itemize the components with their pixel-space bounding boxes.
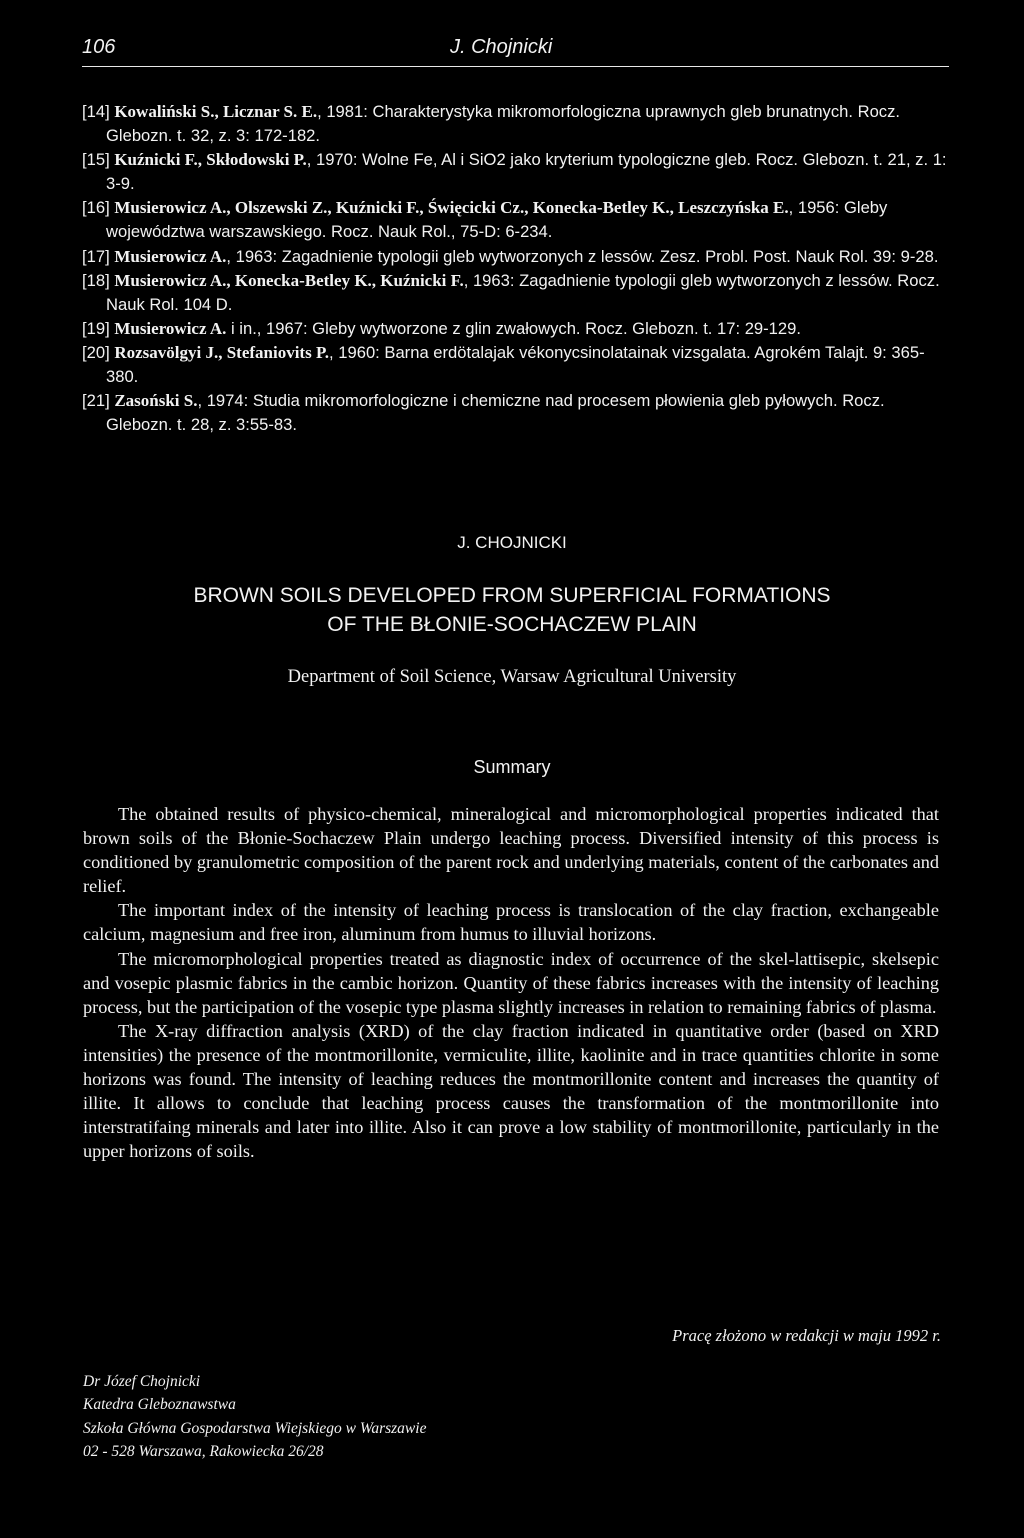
reference-authors: Kowaliński S., Licznar S. E. xyxy=(114,102,318,121)
reference-details: , 1963: Zagadnienie typologii gleb wytworzonych z lessów. Zesz. Probl. Post. Nauk Rol. 39: 9-28. xyxy=(226,246,939,266)
article-title xyxy=(0,581,1024,639)
reference-item xyxy=(82,341,952,389)
reference-details: , 1970: Wolne Fe, Al i SiO2 jako kryterium typologiczne gleb. Rocz. Glebozn. t. 21, z. 1: 3-9. xyxy=(106,150,947,194)
reference-details: i in., 1967: Gleby wytworzone z glin zwałowych. Rocz. Glebozn. t. 17: 29-129. xyxy=(226,318,801,338)
reference-authors: Musierowicz A., Konecka-Betley K., Kuźnicki F. xyxy=(114,270,464,290)
reference-item xyxy=(82,245,952,269)
reference-details: , 1963: Zagadnienie typologii gleb wytworzonych z lessów. Rocz. Nauk Rol. 104 D. xyxy=(106,270,940,314)
reference-details: , 1981: Charakterystyka mikromorfologiczna uprawnych gleb brunatnych. Rocz. Glebozn. t. 32, z. 3: 172-182. xyxy=(106,102,901,146)
reference-authors: Rozsavölgyi J., Stefaniovits P. xyxy=(114,342,330,362)
reference-number: [16] xyxy=(82,198,110,218)
summary-paragraph: The X-ray diffraction analysis (XRD) of the clay fraction indicated in quantitative order (based on XRD intensities) the presence of the montmorillonite, vermiculite, illite, kaolinite and in trace quantities chlorite in some horizons was found. The intensity of leaching reduces the montmorillonite content and increases the quantity of illite. It allows to conclude that leaching process causes the transformation of the montmorillonite into interstratifaing minerals and later into illite. Also it can prove a low stability of montmorillonite, particularly in the upper horizons of soils. xyxy=(83,1020,939,1162)
reference-number: [21] xyxy=(82,391,110,411)
reference-item xyxy=(82,317,952,341)
reference-item xyxy=(82,269,952,317)
running-header xyxy=(82,30,949,67)
reference-item xyxy=(82,196,952,244)
page-number: 106 xyxy=(82,36,116,58)
reference-number: [15] xyxy=(82,150,110,170)
reference-details: , 1974: Studia mikromorfologiczne i chemiczne nad procesem płowienia gleb pyłowych. Rocz. Glebozn. t. 28, z. 3:55-83. xyxy=(106,391,885,435)
address-name: Dr Józef Chojnicki xyxy=(83,1373,201,1390)
article-author: J. CHOJNICKI xyxy=(457,533,567,552)
department-affiliation: Department of Soil Science, Warsaw Agricultural University xyxy=(287,667,737,687)
reference-authors: Kuźnicki F., Skłodowski P. xyxy=(114,150,307,170)
received-note: Pracę złożono w redakcji w maju 1992 r. xyxy=(672,1326,941,1345)
running-title: J. Chojnicki xyxy=(450,36,553,58)
summary-paragraph: The micromorphological properties treated as diagnostic index of occurrence of the skel-lattisepic, skelsepic and vosepic plasmic fabrics in the cambic horizon. Quantity of these fabrics increases with the intensity of leaching process, but the participation of the vosepic type plasma slightly increases in relation to remaining fabrics of plasma. xyxy=(83,948,939,1017)
summary-paragraph: The important index of the intensity of leaching process is translocation of the clay fraction, exchangeable calcium, magnesium and free iron, aluminum from humus to illuvial horizons. xyxy=(83,900,939,945)
reference-number: [14] xyxy=(82,102,110,121)
reference-item xyxy=(82,100,952,148)
summary-heading: Summary xyxy=(473,757,551,777)
reference-authors: Musierowicz A. xyxy=(114,246,227,266)
reference-authors: Zasoński S. xyxy=(114,391,198,411)
title-line: BROWN SOILS DEVELOPED FROM SUPERFICIAL FORMATIONS xyxy=(193,584,831,607)
reference-item xyxy=(82,389,952,437)
reference-details: , 1960: Barna erdötalajak vékonycsinolatainak vizsgalata. Agrokém Talajt. 9: 365-380. xyxy=(106,342,925,387)
reference-details: , 1956: Gleby województwa warszawskiego. Rocz. Nauk Rol., 75-D: 6-234. xyxy=(106,198,888,242)
reference-item xyxy=(82,148,952,196)
reference-authors: Musierowicz A., Olszewski Z., Kuźnicki F., Święcicki Cz., Konecka-Betley K., Leszczyńska E. xyxy=(114,198,789,218)
title-line: OF THE BŁONIE-SOCHACZEW PLAIN xyxy=(327,613,697,636)
author-address xyxy=(83,1370,683,1463)
reference-number: [17] xyxy=(82,246,110,266)
reference-authors: Musierowicz A. xyxy=(114,318,227,338)
address-street: 02 - 528 Warszawa, Rakowiecka 26/28 xyxy=(83,1442,324,1460)
reference-number: [20] xyxy=(82,342,110,362)
summary-body xyxy=(83,802,939,1163)
address-department: Katedra Gleboznawstwa xyxy=(83,1396,236,1414)
reference-number: [19] xyxy=(82,318,110,338)
reference-number: [18] xyxy=(82,270,110,290)
address-institution: Szkoła Główna Gospodarstwa Wiejskiego w Warszawie xyxy=(83,1419,427,1437)
reference-list xyxy=(82,100,952,437)
summary-paragraph: The obtained results of physico-chemical, mineralogical and micromorphological properties indicated that brown soils of the Błonie-Sochaczew Plain undergo leaching process. Diversified intensity of this process is conditioned by granulometric composition of the parent rock and underlying materials, content of the carbonates and relief. xyxy=(83,804,939,897)
